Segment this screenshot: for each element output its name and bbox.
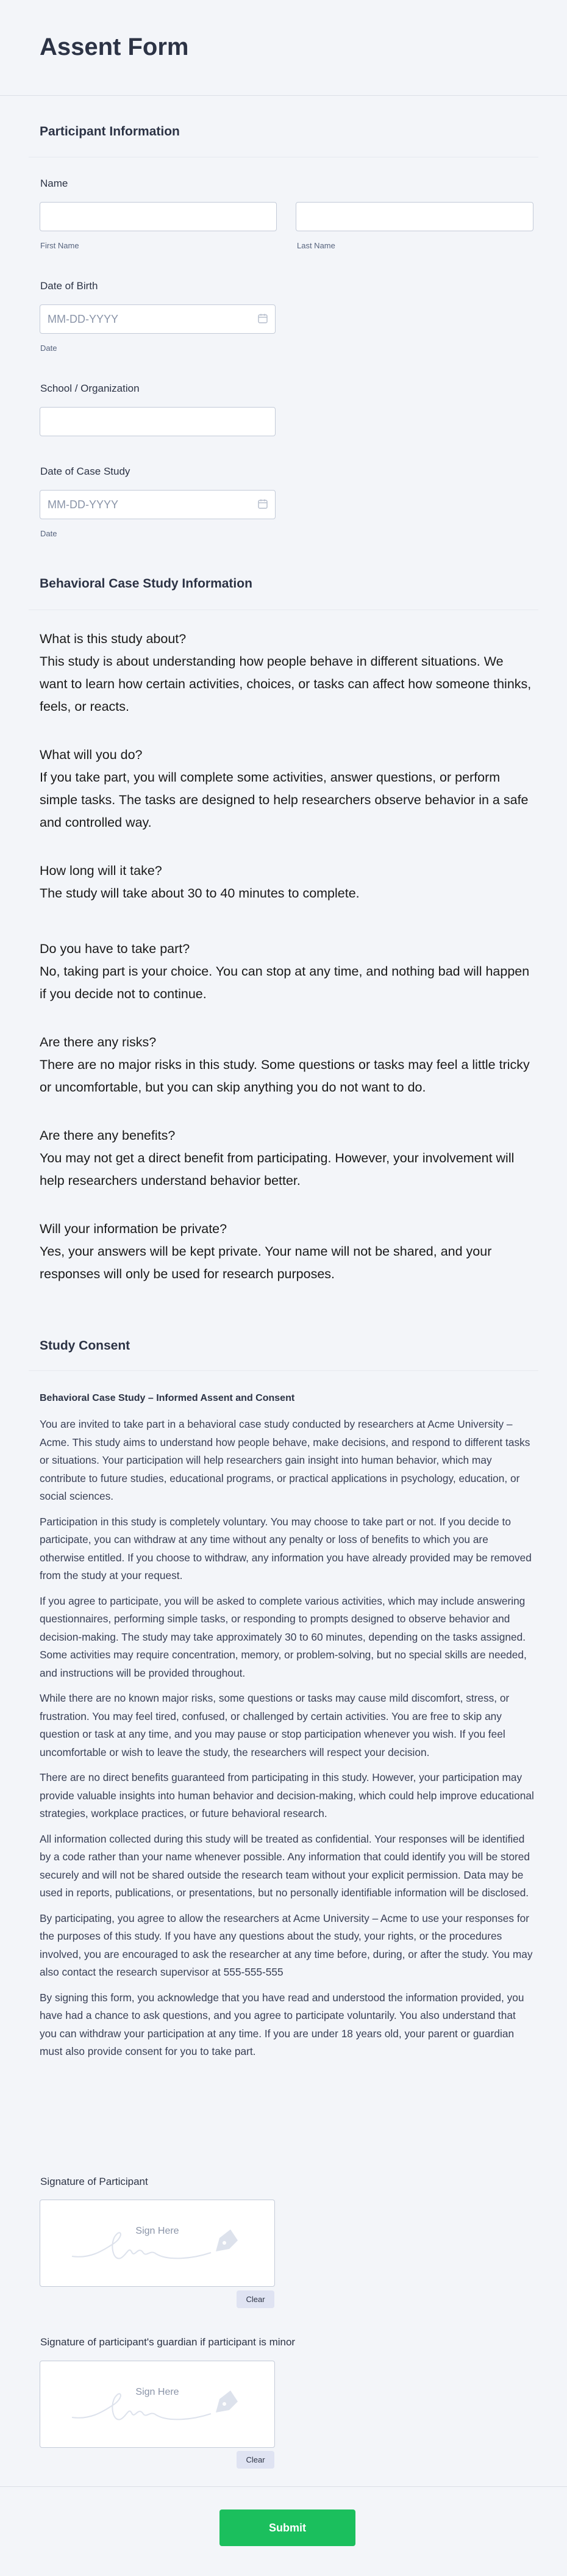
school-label: School / Organization [40, 383, 140, 394]
info-item [40, 1031, 533, 1099]
form-title: Assent Form [40, 34, 189, 60]
dob-input[interactable] [40, 304, 276, 334]
consent-subheading: Behavioral Case Study – Informed Assent and Consent [40, 1393, 295, 1403]
dob-field [40, 304, 276, 334]
info-item [40, 1124, 533, 1192]
section-heading-info: Behavioral Case Study Information [40, 577, 252, 591]
info-question: Are there any benefits? [40, 1128, 176, 1143]
signature-pen-icon [71, 2225, 248, 2267]
case-date-input[interactable] [40, 490, 276, 519]
info-answer: You may not get a direct benefit from participating. However, your involvement will help researchers understand behavior better. [40, 1151, 515, 1188]
info-answer: No, taking part is your choice. You can stop at any time, and nothing bad will happen if you decide not to continue. [40, 964, 530, 1001]
consent-text [40, 1392, 535, 2068]
info-question: What will you do? [40, 747, 143, 762]
sign-here-placeholder: Sign Here [135, 2226, 179, 2236]
signature-pen-icon [71, 2386, 248, 2428]
section-heading-consent: Study Consent [40, 1339, 130, 1353]
info-question: Will your information be private? [40, 1221, 227, 1236]
submit-button[interactable]: Submit [219, 2509, 355, 2546]
consent-paragraph: If you agree to participate, you will be asked to complete various activities, which may include answering questionnaires, performing simple tasks, or responding to prompts designed to observe behavior and decision-making. The study may take approximately 30 to 60 minutes, depending on the tasks assigned. Some activities may require concentration, memory, or problem-solving, but no special skills are needed, and instructions will be provided throughout. [40, 1594, 527, 1679]
study-info-list [40, 628, 533, 1311]
calendar-icon[interactable] [257, 498, 268, 509]
case-date-label: Date of Case Study [40, 466, 130, 477]
info-question: What is this study about? [40, 631, 187, 646]
school-input[interactable] [40, 407, 276, 436]
first-name-sublabel: First Name [40, 241, 79, 250]
clear-guardian-signature-button[interactable]: Clear [237, 2451, 274, 2469]
info-answer: Yes, your answers will be kept private. Your name will not be shared, and your responses will only be used for research purposes. [40, 1244, 492, 1281]
name-label: Name [40, 178, 68, 189]
section-heading-participant: Participant Information [40, 124, 180, 139]
calendar-icon[interactable] [257, 313, 268, 324]
consent-paragraph: By participating, you agree to allow the researchers at Acme University – Acme to use your responses for the purposes of this study. If you have any questions about the study, your rights, or the procedures involved, you are encouraged to ask the researcher at any time before, during, or after the study. You may also contact the research supervisor at 555-555-555 [40, 1912, 533, 1978]
participant-signature-pad[interactable] [40, 2200, 275, 2287]
participant-signature-label: Signature of Participant [40, 2176, 148, 2187]
clear-participant-signature-button[interactable]: Clear [237, 2290, 274, 2308]
info-item [40, 938, 533, 1006]
footer-divider [0, 2486, 567, 2487]
consent-paragraph: You are invited to take part in a behavioral case study conducted by researchers at Acme University – Acme. This study aims to understand how people behave, make decisions, and respond to different tasks or situations. Your participation will help researchers gain insight into human behavior, which may contribute to future studies, educational programs, or practical applications in psychology, education, or social sciences. [40, 1418, 530, 1502]
info-answer: This study is about understanding how people behave in different situations. We want to learn how certain activities, choices, or tasks can affect how someone thinks, feels, or reacts. [40, 654, 532, 714]
dob-label: Date of Birth [40, 280, 98, 292]
info-item [40, 860, 533, 905]
sign-here-placeholder: Sign Here [135, 2387, 179, 2397]
info-question: Do you have to take part? [40, 941, 190, 956]
consent-paragraph: There are no direct benefits guaranteed from participating in this study. However, your participation may provide valuable insights into human behavior and decision-making, which could help improve educational strategies, workplace practices, or future behavioral research. [40, 1771, 534, 1819]
info-item [40, 1218, 533, 1286]
section-divider [29, 1370, 538, 1371]
info-question: How long will it take? [40, 863, 162, 878]
last-name-input[interactable] [296, 202, 533, 231]
header-divider [0, 95, 567, 96]
info-item [40, 628, 533, 718]
consent-paragraph: By signing this form, you acknowledge that you have read and understood the information provided, you have had a chance to ask questions, and you agree to participate voluntarily. You also understand that you can withdraw your participation at any time. If you are under 18 years old, your parent or guardian must also provide consent for you to take part. [40, 1991, 524, 2057]
info-item [40, 744, 533, 834]
info-answer: The study will take about 30 to 40 minutes to complete. [40, 886, 360, 901]
info-answer: There are no major risks in this study. Some questions or tasks may feel a little tricky or uncomfortable, but you can skip anything you do not want to do. [40, 1057, 530, 1095]
dob-sublabel: Date [40, 344, 57, 353]
first-name-input[interactable] [40, 202, 277, 231]
info-question: Are there any risks? [40, 1035, 157, 1049]
consent-paragraph: Participation in this study is completely voluntary. You may choose to take part or not. If you decide to participate, you can withdraw at any time without any penalty or loss of benefits to which you are otherwise entitled. If you choose to withdraw, any information you have already provided may be removed from the study at your request. [40, 1515, 532, 1581]
consent-paragraph: All information collected during this study will be treated as confidential. Your responses will be identified by a code rather than your name whenever possible. Any information that could identify you will be stored securely and will not be shared outside the research team without your explicit permission. Data may be used in reports, publications, or presentations, but no personally identifiable information will be disclosed. [40, 1832, 530, 1899]
info-answer: If you take part, you will complete some activities, answer questions, or perform simple tasks. The tasks are designed to help researchers observe behavior in a safe and controlled way. [40, 770, 529, 830]
case-date-field [40, 490, 276, 519]
last-name-sublabel: Last Name [297, 241, 335, 250]
case-date-sublabel: Date [40, 529, 57, 538]
guardian-signature-label: Signature of participant's guardian if participant is minor [40, 2336, 296, 2348]
consent-paragraph: While there are no known major risks, some questions or tasks may cause mild discomfort, stress, or frustration. You may feel tired, confused, or challenged by certain activities. You are free to skip any question or task at any time, and you may pause or stop participation whenever you wish. If you feel uncomfortable or wish to leave the study, the researchers will respect your decision. [40, 1692, 510, 1758]
guardian-signature-pad[interactable] [40, 2361, 275, 2448]
